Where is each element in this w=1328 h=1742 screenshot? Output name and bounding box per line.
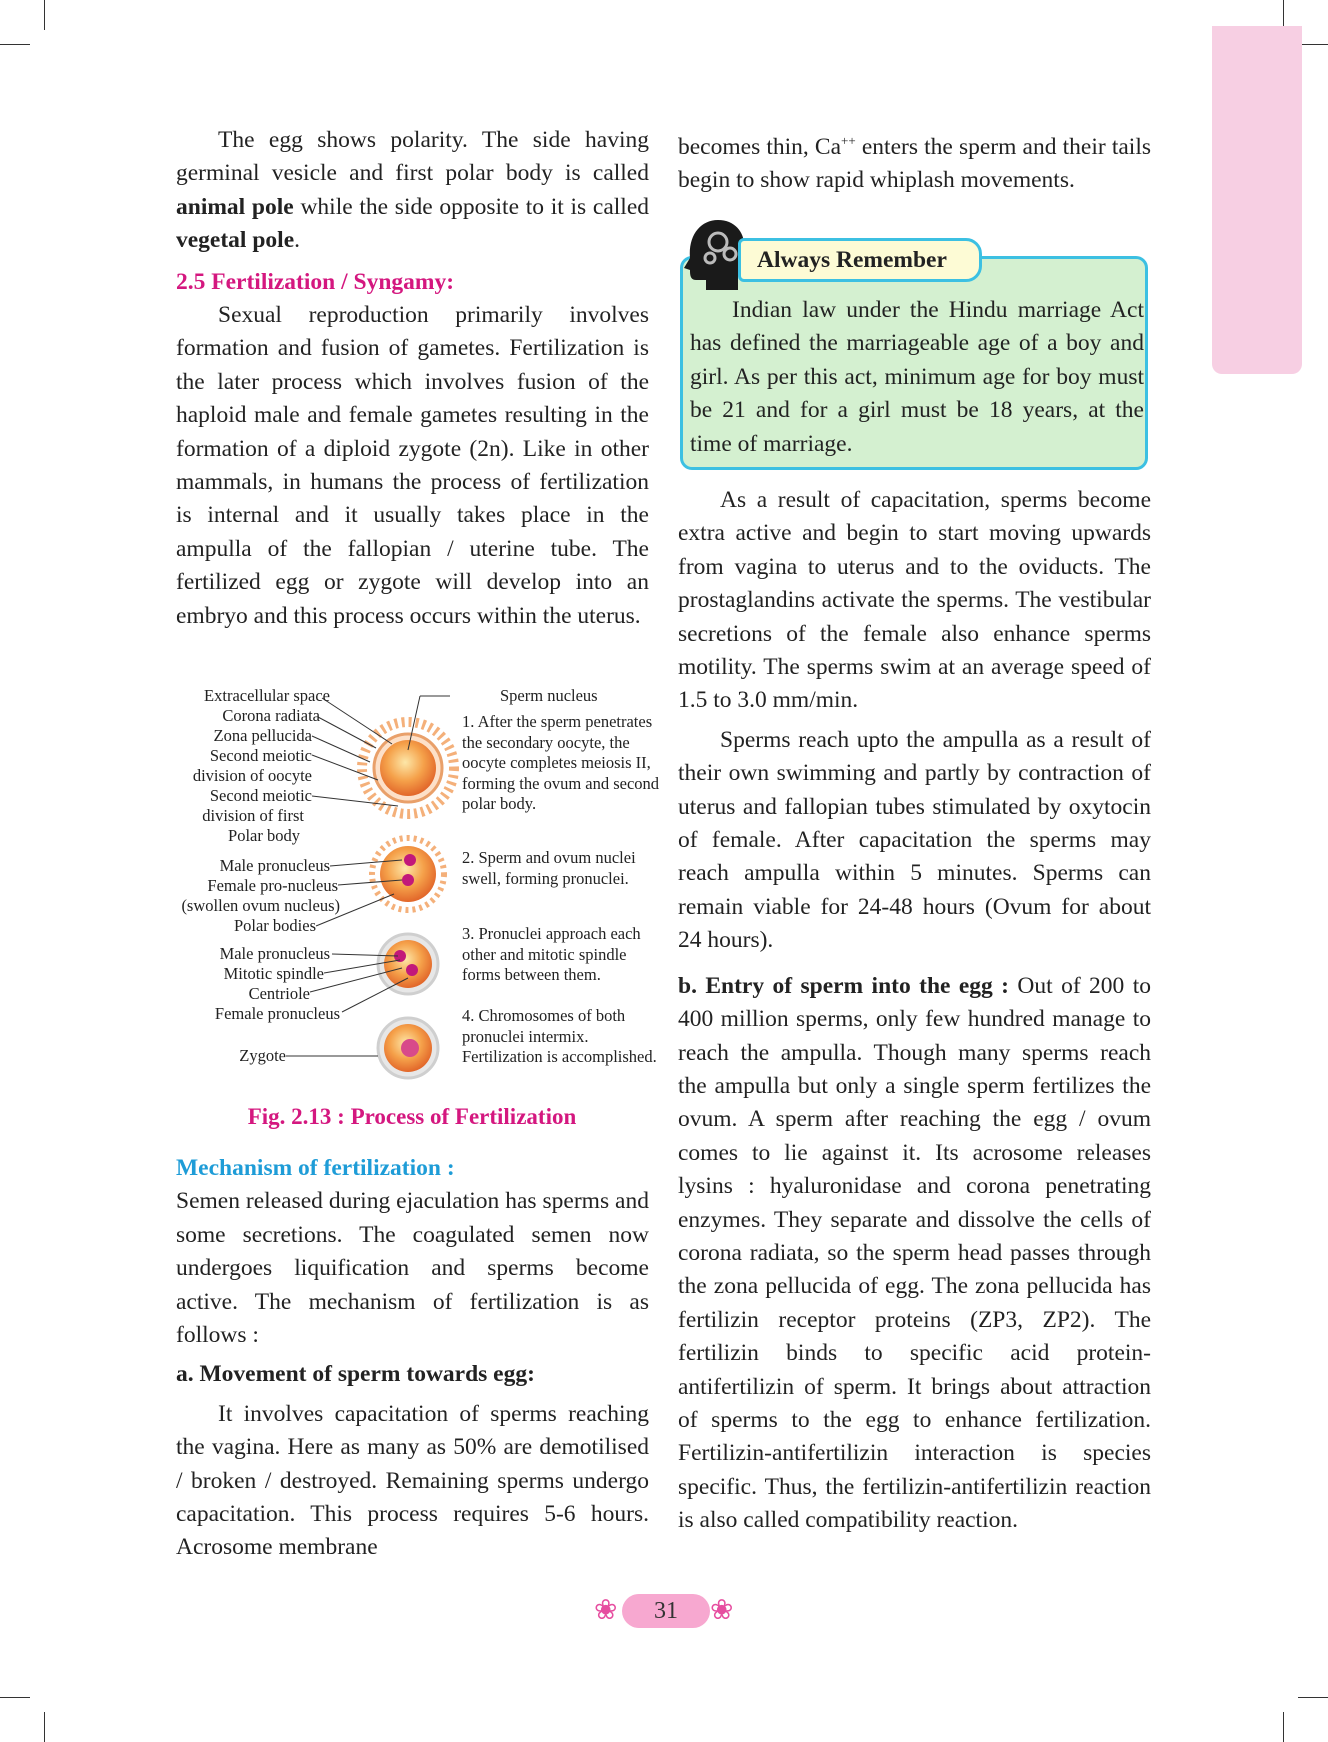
label-division-of-oocyte: division of oocyte <box>192 766 312 785</box>
label-zona-pellucida: Zona pellucida <box>213 726 312 745</box>
right-column-lower <box>678 484 1151 1538</box>
crop-mark <box>44 0 45 30</box>
crop-mark <box>44 1712 45 1742</box>
label-mitotic-spindle: Mitotic spindle <box>223 964 324 983</box>
label-extracellular-space: Extracellular space <box>204 686 330 705</box>
label-second-meiotic-1: Second meiotic <box>209 746 312 765</box>
figure-step-3: 3. Pronuclei approach each other and mitotic spindle forms between them. <box>462 924 641 985</box>
capacitation-paragraph: As a result of capacitation, sperms become extra active and begin to start moving upwards from vagina to uterus and to the oviducts. The prostaglandins activate the sperms. The vestibular secretions of the female also enhance sperms motility. The sperms swim at an average speed of 1.5 to 3.0 mm/min. <box>678 487 1151 714</box>
always-remember-text: Indian law under the Hindu marriage Act has defined the marriageable age of a boy and girl. As per this act, minimum age for boy must be 21 and for a girl must be 18 years, at the time of marriage. <box>690 297 1144 457</box>
crop-mark <box>1298 44 1328 45</box>
label-female-pronucleus: Female pronucleus <box>214 1004 340 1023</box>
page-number: 31 <box>622 1594 710 1628</box>
entry-paragraph: b. Entry of sperm into the egg : Out of 200 to 400 million sperms, only few hundred manage to reach the ampulla. Though many sperms reach the ampulla but only a single sperm fertilizes the ovum. A sperm after reaching the egg / ovum comes to lie against it. Its acrosome releases lysins : hyaluronidase and corona penetrating enzymes. They separate and dissolve the cells of corona radiata, so the sperm head passes through the zona pellucida of egg. The zona pellucida has fertilizin receptor proteins (ZP3, ZP2). The fertilizin binds to specific acid protein- antifertilizin of sperm. It brings about attraction of sperms to the egg to enhance fertilization. Fertilizin-antifertilizin interaction is species specific. Thus, the fertilizin-antifertilizin reaction is also called compatibility reaction. <box>678 972 1151 1534</box>
chapter-tab <box>1212 26 1302 374</box>
movement-heading: a. Movement of sperm towards egg: <box>176 1361 535 1388</box>
mechanism-paragraph: Semen released during ejaculation has sperms and some secretions. The coagulated semen now undergoes liquification and sperms become active. The mechanism of fertilization is as follows : <box>176 1188 649 1349</box>
label-division-of-first: division of first <box>202 806 304 825</box>
flower-left-icon: ❀ <box>594 1595 618 1626</box>
always-remember-title: Always Remember <box>738 238 982 282</box>
crop-mark <box>0 1697 30 1698</box>
zygote-cell-icon <box>378 1018 438 1078</box>
pronuclei-cell-icon <box>372 838 444 910</box>
label-sperm-nucleus: Sperm nucleus <box>500 686 598 705</box>
label-male-pronucleus-2: Male pronucleus <box>219 944 330 963</box>
vegetal-pole-term: vegetal pole <box>176 227 295 254</box>
left-column-lower <box>176 1152 649 1565</box>
fertilization-figure <box>172 684 660 1090</box>
figure-step-2: 2. Sperm and ovum nuclei swell, forming pronuclei. <box>462 848 636 888</box>
mechanism-heading: Mechanism of fertilization : <box>176 1155 455 1181</box>
spindle-cell-icon <box>378 934 438 994</box>
movement-paragraph: It involves capacitation of sperms reaching the vagina. Here as many as 50% are demotilised / broken / destroyed. Remaining sperms undergo capacitation. This process requires 5-6 hours. Acrosome membrane <box>176 1400 649 1561</box>
label-zygote: Zygote <box>239 1046 286 1065</box>
label-male-pronucleus: Male pronucleus <box>219 856 330 875</box>
label-female-pro-nucleus: Female pro-nucleus <box>207 876 338 895</box>
flower-right-icon: ❀ <box>710 1595 734 1626</box>
label-corona-radiata: Corona radiata <box>222 706 320 725</box>
crop-mark <box>1298 1697 1328 1698</box>
polarity-paragraph: The egg shows polarity. The side having germinal vesicle and first polar body is called animal pole while the side opposite to it is called vegetal pole. <box>176 127 649 254</box>
capacitation-intro: becomes thin, Ca++ enters the sperm and their tails begin to show rapid whiplash movements. <box>678 133 1151 194</box>
left-column <box>176 124 649 633</box>
crop-mark <box>1283 1712 1284 1742</box>
label-polar-bodies: Polar bodies <box>233 916 316 935</box>
right-column-top <box>678 124 1151 198</box>
label-centriole: Centriole <box>248 984 310 1003</box>
figure-step-1: 1. After the sperm penetrates the secondary oocyte, the oocyte completes meiosis II, forming the ovum and second polar body. <box>462 712 660 814</box>
label-polar-body: Polar body <box>228 826 300 845</box>
crop-mark <box>0 44 30 45</box>
label-swollen-ovum-nucleus: (swollen ovum nucleus) <box>181 896 340 915</box>
entry-heading: b. Entry of sperm into the egg : <box>678 972 1010 999</box>
fertilization-paragraph: Sexual reproduction primarily involves formation and fusion of gametes. Fertilization is the later process which involves fusion of the haploid male and female gametes resulting in the formation of a diploid zygote (2n). Like in other mammals, in humans the process of fertilization is internal and it usually takes place in the ampulla of the fallopian / uterine tube. The fertilized egg or zygote will develop into an embryo and this process occurs within the uterus. <box>176 302 649 629</box>
figure-caption: Fig. 2.13 : Process of Fertilization <box>247 1104 577 1129</box>
section-heading: 2.5 Fertilization / Syngamy: <box>176 268 455 295</box>
ampulla-paragraph: Sperms reach upto the ampulla as a result of their own swimming and partly by contraction of uterus and fallopian tubes stimulated by oxytocin of female. After capacitation the sperms may reach ampulla within 5 minutes. Sperms can remain viable for 24-48 hours (Ovum for about 24 hours). <box>678 726 1151 954</box>
oocyte-cell-icon <box>362 722 454 814</box>
figure-step-4: 4. Chromosomes of both pronuclei intermix. Fertilization is accomplished. <box>462 1006 657 1067</box>
animal-pole-term: animal pole <box>176 193 294 220</box>
label-second-meiotic-2: Second meiotic <box>209 786 312 805</box>
